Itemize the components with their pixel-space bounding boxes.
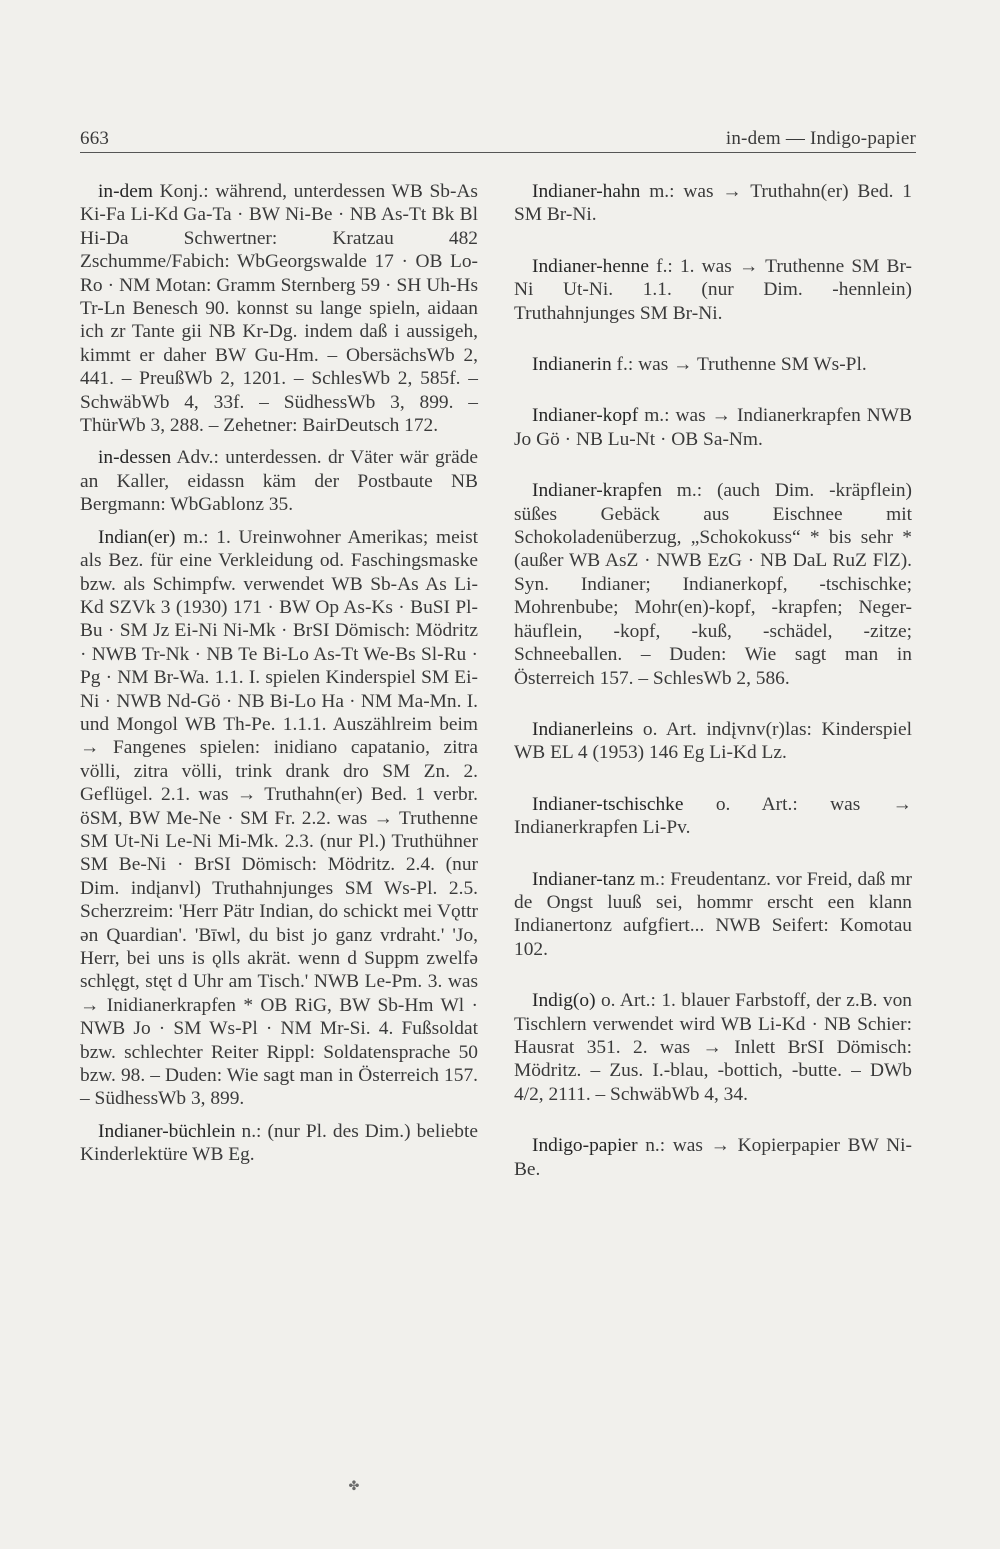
entry-lemma: Indianerleins <box>532 718 634 740</box>
entry-body: m.: (auch Dim. -kräpflein) süßes Gebäck aus Eischnee mit Schokoladenüberzug, „Schokokuss“ * bis sehr * (außer WB AsZ · NWB EzG · NB DaL RuZ FlZ). Syn. Indianer; Indianerkopf, -tschischke; Mohrenbube; Mohr(en)-kopf, -krapfen; Neger-häuflein, -kopf, -kuß, -schädel, -zitze; Schneeballen. – Duden: Wie sagt man in Österreich 157. – SchlesWb 2, 586. <box>514 480 912 689</box>
entry-body: f.: was → Truthenne SM Ws-Pl. <box>616 354 867 376</box>
left-column <box>80 180 478 1176</box>
ornament-icon: ✤ <box>348 1478 360 1493</box>
entry-body: o. Art.: 1. blauer Farbstoff, der z.B. von Tischlern verwendet wird WB Li-Kd · NB Schier: Hausrat 351. 2. was → Inlett BrSI Dömisch: Mödritz. – Zus. I.-blau, -bottich, -butte. – DWb 4/2, 2111. – SchwäbWb 4, 34. <box>514 990 912 1105</box>
header-rule <box>80 152 916 153</box>
entry-body: Adv.: unterdessen. dr Väter wär gräde an Kaller, eidassn käm der Postbaute NB Bergmann: WbGablonz 35. <box>80 447 479 516</box>
dictionary-entry <box>514 989 912 1106</box>
entry-lemma: Indian(er) <box>98 526 176 548</box>
entry-body: m.: 1. Ureinwohner Amerikas; meist als Bez. für eine Verkleidung od. Faschingsmaske bzw. als Schimpfw. verwendet WB Sb-As As Li-Kd SZVk 3 (1930) 171 · BW Op As-Ks · BuSI Pl-Bu · SM Jz Ei-Ni Ni-Mk · BrSI Dömisch: Mödritz · NWB Tr-Nk · NB Te Bi-Lo As-Tt We-Bs Sl-Ru · Pg · NM Br-Wa. 1.1. I. spielen Kinderspiel SM Ei-Ni · NWB Nd-Gö · NB Bi-Lo Ha · NM Ma-Mn. I. und Mongol WB Th-Pe. 1.1.1. Auszählreim beim → Fangenes spielen: inidiano capatanio, zitra völli, zitra völli, trink drank dro SM Zn. 2. Geflügel. 2.1. was → Truthahn(er) Bed. 1 verbr. öSM, BW Me-Ne · SM Fr. 2.2. was → Truthenne SM Ut-Ni Le-Ni Mi-Mk. 2.3. (nur Pl.) Truthühner SM Be-Ni · BrSI Dömisch: Mödritz. 2.4. (nur Dim. indįanvl) Truthahnjunges SM Ws-Pl. 2.5. Scherzreim: 'Herr Pätr Indian, do schickt mei Vǫttr ən Quardian'. 'Bīwl, du bist jo ganz vrdraht.' 'Jo, Herr, bei uns is ǫlls akrät. wenn d Suppm zwelfə schlęgt, stęt d Uhr am Tisch.' NWB Le-Pm. 3. was → Inidianerkrapfen * OB RiG, BW Sb-Hm Wl · NWB Jo · SM Ws-Pl · NM Mr-Si. 4. Fußsoldat bzw. schlechter Reiter Rippl: Soldatensprache 50 bzw. 98. – Duden: Wie sagt man in Österreich 157. – SüdhessWb 3, 899. <box>80 526 479 1110</box>
dictionary-entry <box>514 1134 912 1181</box>
entry-body: m.: was → Truthahn(er) Bed. 1 SM Br-Ni. <box>514 181 912 226</box>
entry-lemma: Indianer-tschischke <box>532 793 684 815</box>
entry-body: o. Art.: was → Indianerkrapfen Li-Pv. <box>514 793 912 839</box>
entry-body: f.: 1. was → Truthenne SM Br-Ni Ut-Ni. 1.1. (nur Dim. -hennlein) Truthahnjunges SM Br-Ni. <box>514 255 912 324</box>
running-title: in-dem — Indigo-papier <box>725 128 916 149</box>
entry-body: o. Art. indįvnv(r)las: Kinderspiel WB EL 4 (1953) 146 Eg Li-Kd Lz. <box>514 718 912 764</box>
dictionary-entry <box>514 404 912 451</box>
entry-lemma: Indianer-büchlein <box>98 1120 236 1142</box>
dictionary-entry <box>514 255 912 325</box>
page-header <box>80 128 916 154</box>
entry-body: n.: was → Kopierpapier BW Ni-Be. <box>514 1135 912 1180</box>
page-number: 663 <box>80 128 110 149</box>
dictionary-entry <box>514 479 912 690</box>
entry-lemma: in-dessen <box>98 447 172 469</box>
entry-lemma: Indianer-henne <box>532 255 649 277</box>
entry-lemma: Indianer-hahn <box>532 181 641 202</box>
entry-lemma: Indianer-kopf <box>532 405 639 427</box>
dictionary-entry <box>80 446 478 516</box>
dictionary-entry <box>514 868 912 962</box>
entry-body: Konj.: während, unterdessen WB Sb-As Ki-Fa Li-Kd Ga-Ta · BW Ni-Be · NB As-Tt Bk Bl Hi-Da Schwertner: Kratzau 482 Zschumme/Fabich: WbGeorgswalde 17 · OB Lo-Ro · NM Motan: Gramm Sternberg 59 · SH Uh-Hs Tr-Ln Benesch 90. konnst su lange spieln, aidaan ich zr Tante gii NB Kr-Dg. indem daß i aussigeh, kimmt er daher BW Gu-Hm. – ObersächsWb 2, 441. – PreußWb 2, 1201. – SchlesWb 2, 585f. – SchwäbWb 4, 33f. – SüdhessWb 3, 899. – ThürWb 3, 288. – Zehetner: BairDeutsch 172. <box>80 181 478 437</box>
entry-body: m.: Freudentanz. vor Freid, daß mr de Ongst luuß sei, hommr erscht een klann Indianertonz aufgfiert... NWB Seifert: Komotau 102. <box>514 868 912 960</box>
dictionary-entry <box>80 180 478 437</box>
dictionary-entry <box>514 718 912 765</box>
dictionary-entry <box>514 793 912 840</box>
entry-lemma: Indig(o) <box>532 990 596 1012</box>
entry-lemma: Indigo-papier <box>532 1135 638 1157</box>
entry-body: n.: (nur Pl. des Dim.) beliebte Kinderlektüre WB Eg. <box>80 1120 478 1166</box>
entry-lemma: Indianer-krapfen <box>532 480 662 502</box>
entry-lemma: Indianerin <box>532 354 612 376</box>
dictionary-entry <box>80 1120 478 1167</box>
dictionary-entry <box>514 353 912 376</box>
entry-lemma: in-dem <box>98 181 153 202</box>
dictionary-entry <box>80 526 478 1111</box>
entry-lemma: Indianer-tanz <box>532 868 635 890</box>
right-column <box>514 180 912 1209</box>
entry-body: m.: was → Indianerkrapfen NWB Jo Gö · NB Lu-Nt · OB Sa-Nm. <box>514 405 912 450</box>
dictionary-entry <box>514 180 912 227</box>
